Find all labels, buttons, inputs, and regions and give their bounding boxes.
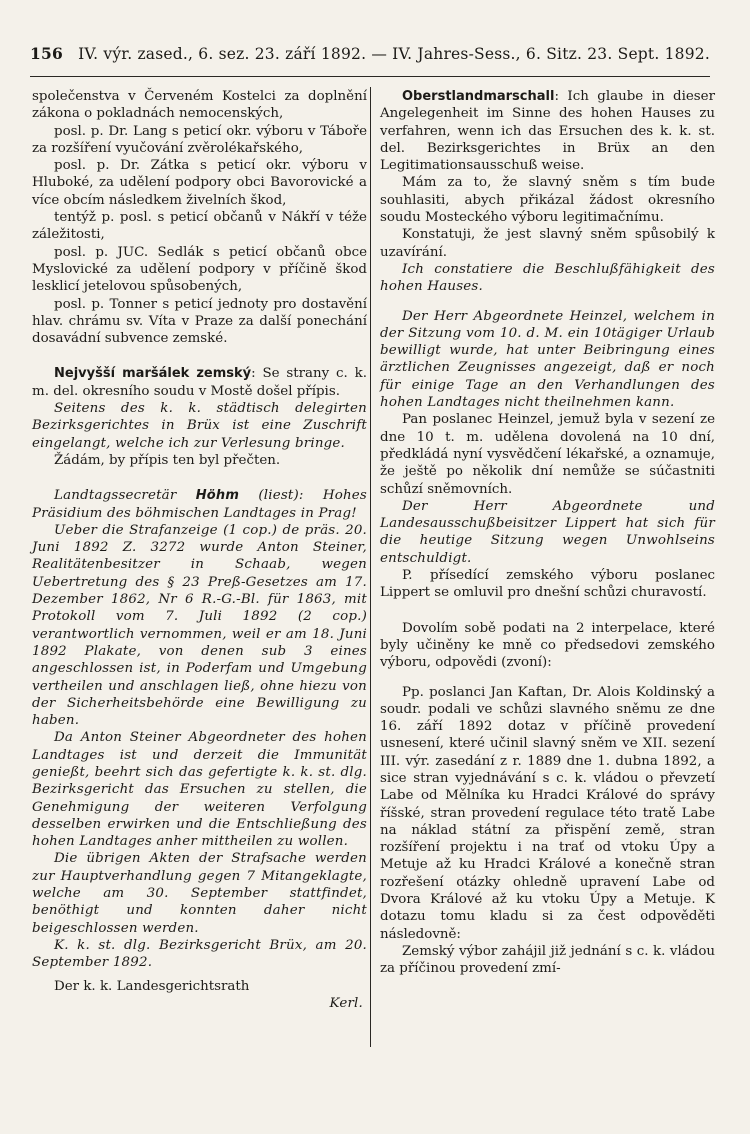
speaker-name: Nejvyšší maršálek zemský: [54, 366, 252, 382]
paragraph-text: posl. p. Tonner s peticí jednoty pro dostavění hlav. chrámu sv. Víta v Praze za další ponechání dosavádní subvence zemské.: [32, 296, 367, 347]
paragraph: [32, 296, 367, 348]
paragraph: [380, 943, 715, 978]
paragraph-text: Der Herr Abgeordnete Heinzel, welchem in der Sitzung vom 10. d. M. ein 10tägiger Urlaub bewilligt wurde, hat unter Beibringung eines ärztlichen Zeugnisses angezeigt, daß er noch für einige Tage an den Verhandlungen des hohen Landtages nicht theilnehmen kann.: [380, 308, 715, 411]
paragraph-text: Kerl.: [329, 995, 363, 1011]
paragraph: [32, 452, 367, 469]
page-number: 156: [30, 44, 63, 63]
page-header: [30, 44, 710, 70]
paragraph-text: Dovolím sobě podati na 2 interpelace, které byly učiněny ke mně co předsedovi zemského výboru, odpovědi (zvoní):: [380, 620, 715, 671]
column-divider: [370, 87, 371, 1047]
paragraph-text: posl. p. JUC. Sedlák s peticí občanů obce Myslovické za udělení podpory v příčině škod lesklicí jetelovou spůsobených,: [32, 244, 367, 295]
paragraph-text: (liest): Hohes Präsidium des böhmischen Landtages in Prag!: [32, 488, 367, 521]
paragraph-text: Ueber die Strafanzeige (1 cop.) de präs. 20. Juni 1892 Z. 3272 wurde Anton Steiner, Realitätenbesitzer in Schaab, wegen Uebertretung des § 23 Preß-Gesetzes am 17. Dezember 1862, Nr 6 R.-G.-Bl. für 1863, mit Protokoll vom 7. Juli 1892 (2 cop.) verantwortlich vernommen, weil er am 18. Juni 1892 Plakate, von denen sub 3 eines angeschlossen ist, in Poderfam und Umgebung vertheilen und anschlagen ließ, ohne hiezu von der Sicherheitsbehörde eine Bewilligung zu haben.: [32, 522, 367, 729]
speaker-name: Oberstlandmarschall: [402, 89, 555, 104]
paragraph-text: společenstva v Červeném Kostelci za doplnění zákona o pokladnách nemocenských,: [32, 89, 367, 122]
paragraph-text: Der Herr Abgeordnete und Landesausschußbeisitzer Lippert hat sich für die heutige Sitzung wegen Unwohlseins entschuldigt.: [380, 498, 715, 566]
paragraph: [32, 850, 367, 936]
paragraph-text: Seitens des k. k. städtisch delegirten Bezirksgerichtes in Brüx ist eine Zuschrift eingelangt, welche ich zur Verlesung bringe.: [32, 401, 367, 451]
paragraph-text: Zemský výbor zahájil již jednání s c. k. vládou za příčinou provedení zmí-: [380, 943, 715, 977]
paragraph-text: : Ich glaube in dieser Angelegenheit im Sinne des hohen Hauses zu verfahren, wenn ich das Ersuchen des k. k. st. del. Bezirksgerichtes in Brüx an den Legitimationsausschuß weise.: [380, 89, 715, 174]
signature: [32, 995, 367, 1012]
paragraph: [380, 498, 715, 567]
paragraph: [32, 244, 367, 296]
paragraph: [380, 684, 715, 943]
speaker-paragraph: [32, 365, 367, 400]
paragraph-text: : Se strany c. k. m. del. okresního soudu v Mostě došel přípis.: [32, 366, 367, 399]
paragraph: [380, 567, 715, 602]
paragraph: [32, 88, 367, 123]
paragraph-text: Da Anton Steiner Abgeordneter des hohen Landtages ist und derzeit die Immunität genießt, beehrt sich das gefertigte k. k. st. dlg. Bezirksgericht das Ersuchen zu stellen, die Genehmigung der weiteren Verfolgung desselben erwirken und die Entschließung des hohen Landtages anher mittheilen zu wollen.: [32, 730, 367, 850]
paragraph: [32, 522, 367, 730]
running-title: IV. výr. zased., 6. sez. 23. září 1892. — IV. Jahres-Sess., 6. Sitz. 23. Sept. 1892.: [78, 45, 710, 63]
paragraph: [380, 620, 715, 672]
header-rule: [30, 76, 710, 77]
paragraph-text: tentýž p. posl. s peticí občanů v Nákří v téže záležitosti,: [32, 210, 367, 243]
paragraph: [32, 123, 367, 158]
paragraph: [32, 400, 367, 452]
paragraph: [380, 261, 715, 296]
paragraph: [380, 226, 715, 261]
paragraph: [32, 157, 367, 209]
reader-name: Höhm: [195, 488, 240, 504]
reader-paragraph: [32, 487, 367, 522]
paragraph: [32, 729, 367, 850]
paragraph: [380, 174, 715, 226]
paragraph-text: Ich constatiere die Beschlußfähigkeit des hohen Hauses.: [380, 261, 715, 295]
paragraph-text: Žádám, by přípis ten byl přečten.: [54, 452, 281, 468]
paragraph-text: K. k. st. dlg. Bezirksgericht Brüx, am 20. September 1892.: [32, 937, 367, 971]
right-column: [380, 88, 715, 978]
paragraph-text: Der k. k. Landesgerichtsrath: [54, 978, 250, 994]
paragraph: [380, 308, 715, 412]
paragraph-text: Mám za to, že slavný sněm s tím bude souhlasiti, abych přikázal žádost okresního soudu Mosteckého výboru legitimačnímu.: [380, 175, 715, 226]
paragraph-text: posl. p. Dr. Zátka s peticí okr. výboru v Hluboké, za udělení podpory obci Bavorovické a více obcím následkem živelních škod,: [32, 158, 367, 208]
speaker-paragraph: [380, 88, 715, 174]
paragraph-text: Die übrigen Akten der Strafsache werden zur Hauptverhandlung gegen 7 Mitangeklagte, welche am 30. September stattfindet, benöthigt und konnten daher nicht beigeschlossen werden.: [32, 851, 367, 936]
paragraph-text: Pan poslanec Heinzel, jemuž byla v sezení ze dne 10 t. m. udělena dovolená na 10 dní, předkládá nyní vysvědčení lékařské, a oznamuje, že ještě po několik dní nemůže se súčastniti schůzí sněmovních.: [380, 412, 715, 497]
paragraph: [380, 411, 715, 497]
paragraph-text: Konstatuji, že jest slavný sněm spůsobilý k uzavírání.: [380, 227, 715, 260]
left-column: [32, 88, 367, 1012]
paragraph-text: posl. p. Dr. Lang s peticí okr. výboru v Táboře za rozšíření vyučování zvěrolékařského,: [32, 123, 367, 156]
paragraph-text: P. přísedící zemského výboru poslanec Lippert se omluvil pro dnešní schůzi churavostí.: [380, 568, 715, 601]
paragraph: [32, 209, 367, 244]
paragraph-text: Pp. poslanci Jan Kaftan, Dr. Alois Koldinský a soudr. podali ve schůzi slavného sněmu ze dne 16. září 1892 dotaz v příčině provedení usnesení, které učinil slavný sněm ve XII. sezení III. výr. zasedání z r. 1889 dne 1. dubna 1892, a sice stran vyjednávání s c. k. vládou o převzetí Labe od Mělníka ku Hradci Králové do správy říšské, stran provedení regulace této tratě Labe na náklad státní za přispění země, stran rozšíření projektu i na trať od vtoku Úpy a Metuje až ku Hradci Králové a konečně stran rozřešení otázky ohledně upravení Labe od Dvora Králové až ku vtoku Úpy a Metuje. K dotazu tomu kladu si za čest odpověděti následovně:: [380, 684, 715, 942]
place-date-line: [32, 937, 367, 972]
paragraph: [32, 978, 367, 995]
reader-label: Landtagssecretär: [54, 488, 177, 504]
